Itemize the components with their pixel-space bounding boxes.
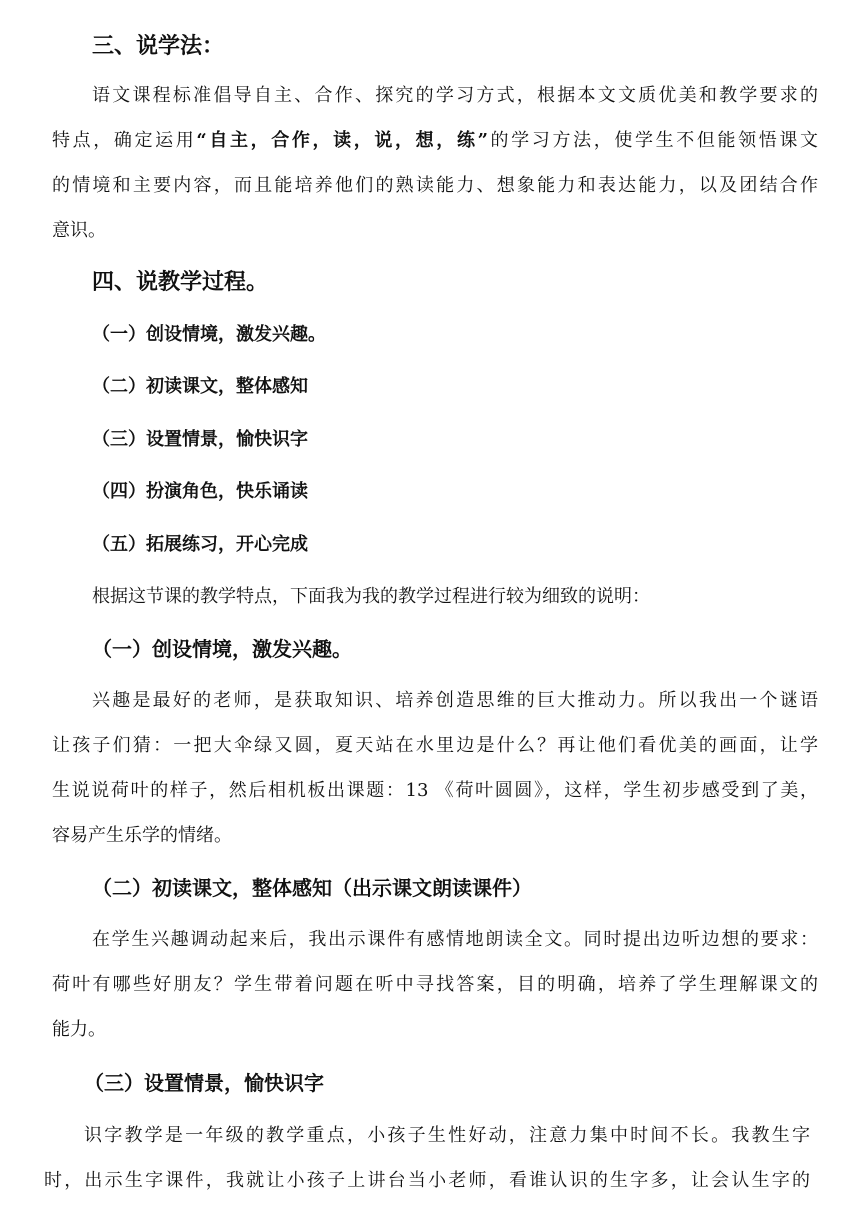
outline-item: （五）拓展练习，开心完成 [92,534,308,555]
paragraph-line [84,1124,810,1148]
text-line: 生说说荷叶的样子，然后相机板出课题：13 《荷叶圆圆》，这样，学生初步感受到了美， [52,780,818,801]
section-heading: 三、说学法： [92,33,225,59]
section-heading: 四、说教学过程。 [92,269,269,295]
paragraph-line [52,824,232,848]
paragraph-line [52,174,818,198]
paragraph-line [52,734,818,758]
outline-item: （三）设置情景，愉快识字 [92,429,308,450]
text-line: 的情境和主要内容，而且能培养他们的熟读能力、想象能力和表达能力，以及团结合作 [52,175,818,196]
paragraph-line [52,1018,106,1042]
text-line: 能力。 [52,1019,106,1040]
text-line: 兴趣是最好的老师，是获取知识、培养创造思维的巨大推动力。所以我出一个谜语 [92,690,818,711]
text-line: 让孩子们猜：一把大伞绿又圆，夏天站在水里边是什么？再让他们看优美的画面，让学 [52,735,818,756]
paragraph-line [92,928,818,952]
text-line: 语文课程标准倡导自主、合作、探究的学习方式，根据本文文质优美和教学要求的 [92,85,818,106]
paragraph-line [92,84,818,108]
step-heading: （二）初读课文，整体感知（出示课文朗读课件） [92,876,532,900]
text-line-with-emphasis [52,129,818,153]
text-line: 时，出示生字课件，我就让小孩子上讲台当小老师，看谁认识的生字多，让会认生字的 [44,1170,810,1191]
text-segment: 特点，确定运用 [52,130,197,151]
paragraph-line [44,1169,810,1193]
text-line: 意识。 [52,220,106,241]
step-heading: （三）设置情景，愉快识字 [84,1071,324,1095]
intro-text: 根据这节课的教学特点，下面我为我的教学过程进行较为细致的说明： [92,586,650,607]
paragraph-line [92,689,818,713]
paragraph-line [52,973,818,997]
paragraph-line [52,779,818,803]
text-line: 荷叶有哪些好朋友？学生带着问题在听中寻找答案，目的明确，培养了学生理解课文的 [52,974,818,995]
outline-item: （一）创设情境，激发兴趣。 [92,324,326,345]
emphasis-text: “自主，合作，读，说，想，练” [196,130,488,151]
paragraph-line [52,219,106,243]
paragraph-line [52,129,818,153]
text-segment: 的学习方法，使学生不但能领悟课文 [487,130,818,151]
step-heading: （一）创设情境，激发兴趣。 [92,637,352,661]
text-line: 容易产生乐学的情绪。 [52,825,232,846]
outline-item: （二）初读课文，整体感知 [92,376,308,397]
outline-item: （四）扮演角色，快乐诵读 [92,481,308,502]
text-line: 识字教学是一年级的教学重点，小孩子生性好动，注意力集中时间不长。我教生字 [84,1125,810,1146]
text-line: 在学生兴趣调动起来后，我出示课件有感情地朗读全文。同时提出边听边想的要求： [92,929,818,950]
